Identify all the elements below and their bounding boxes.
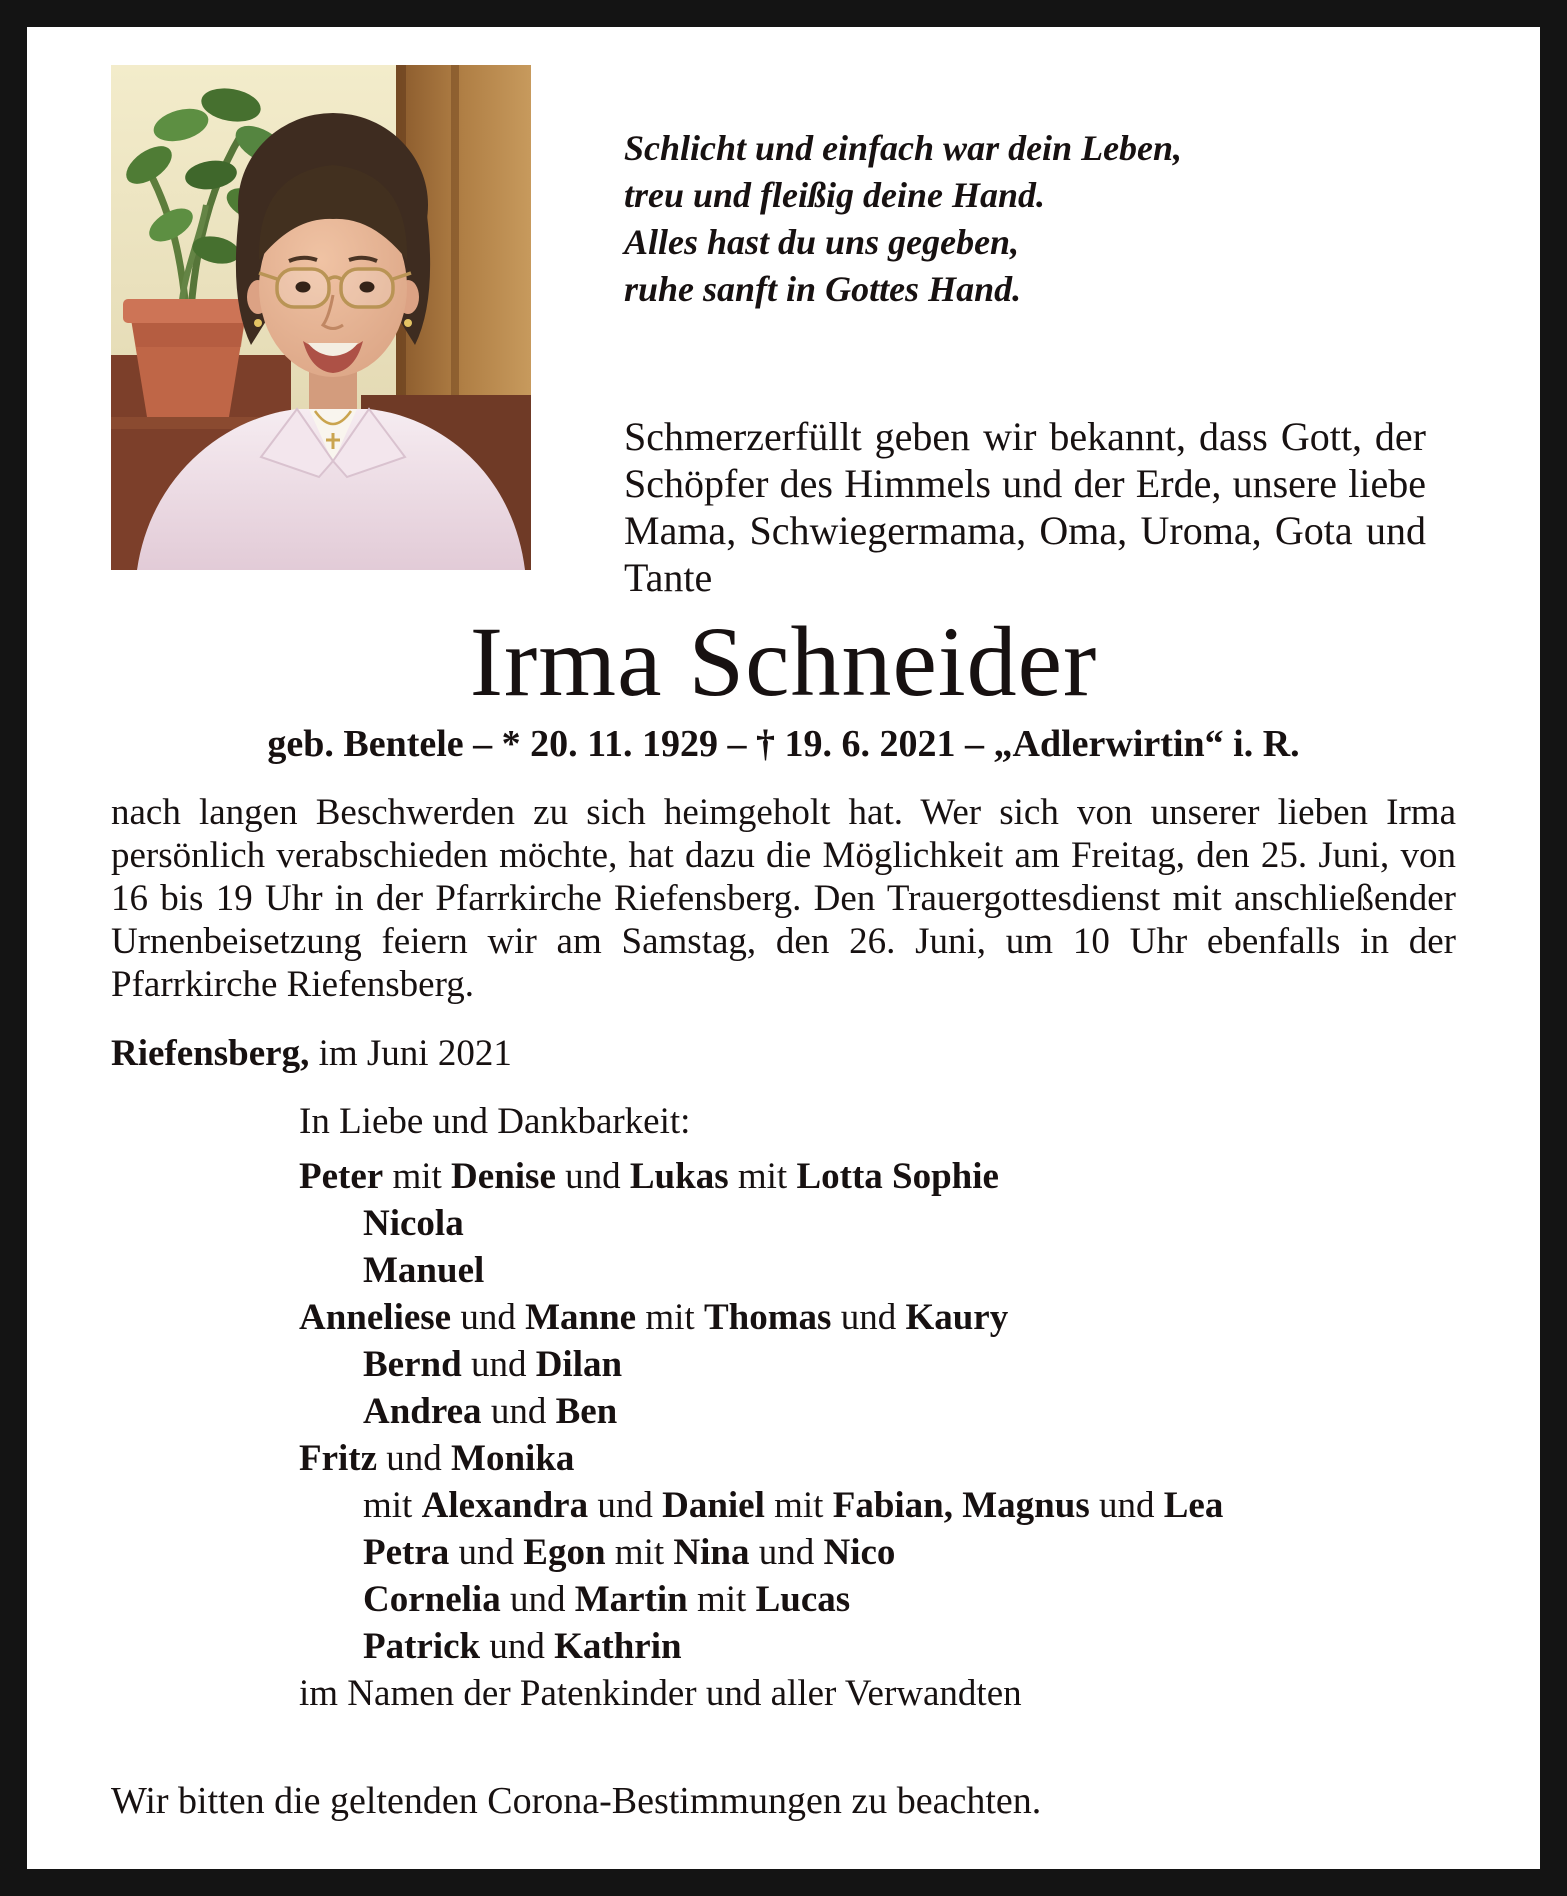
family-member-name: Daniel	[662, 1485, 765, 1526]
funeral-details: nach langen Beschwerden zu sich heimgeholt hat. Wer sich von unserer lieben Irma persönlich verabschieden möchte, hat dazu die Möglichkeit am Freitag, den 25. Juni, von 16 bis 19 Uhr in der Pfarrkirche Riefensberg. Den Trauergottesdienst mit anschließender Urnenbeisetzung feiern wir am Samstag, den 26. Juni, um 10 Uhr ebenfalls in der Pfarrkirche Riefensberg.	[111, 792, 1456, 1005]
family-member-name: Nina	[673, 1532, 750, 1573]
family-line	[299, 1576, 1456, 1623]
poem-line: Alles hast du uns gegeben,	[624, 222, 1020, 262]
family-connector-text: mit	[687, 1579, 756, 1620]
family-heading: In Liebe und Dankbarkeit:	[299, 1101, 691, 1142]
family-connector-text: mit	[383, 1156, 452, 1197]
family-connector-text: und	[480, 1626, 555, 1667]
family-member-name: Manuel	[363, 1250, 485, 1291]
family-line	[299, 1247, 1456, 1294]
announcement-text: Schmerzerfüllt geben wir bekannt, dass Gott, der Schöpfer des Himmels und der Erde, unsere liebe Mama, Schwiegermama, Oma, Uroma, Gota und Tante	[624, 414, 1426, 600]
family-line	[299, 1341, 1456, 1388]
pendant-cross-icon	[326, 439, 340, 442]
family-member-name: Ben	[555, 1391, 618, 1432]
family-member-name: Monika	[451, 1438, 575, 1479]
covid-notice: Wir bitten die geltenden Corona-Bestimmungen zu beachten.	[111, 1780, 1042, 1822]
family-line	[299, 1294, 1456, 1341]
family-connector-text: mit	[363, 1485, 422, 1526]
header-text-column	[531, 65, 1456, 601]
family-member-name: Kaury	[905, 1297, 1009, 1338]
family-closing: im Namen der Patenkinder und aller Verwandten	[299, 1673, 1022, 1714]
family-member-name: Nicola	[363, 1203, 464, 1244]
family-member-name: Egon	[523, 1532, 606, 1573]
family-connector-text: mit	[605, 1532, 674, 1573]
family-connector-text: und	[461, 1344, 536, 1385]
family-connector-text: und	[449, 1532, 524, 1573]
family-member-name: Patrick	[363, 1626, 481, 1667]
family-line	[299, 1623, 1456, 1670]
family-line	[299, 1435, 1456, 1482]
family-section	[299, 1098, 1456, 1717]
life-data: geb. Bentele – * 20. 11. 1929 – † 19. 6. 2021 – „Adlerwirtin“ i. R.	[267, 723, 1300, 765]
dateline-place: Riefensberg,	[111, 1033, 310, 1074]
family-member-name: Manne	[525, 1297, 637, 1338]
family-member-name: Anneliese	[299, 1297, 452, 1338]
family-member-name: Fabian, Magnus	[832, 1485, 1090, 1526]
family-connector-text: und	[377, 1438, 452, 1479]
earring-icon	[404, 319, 412, 327]
family-connector-text: und	[749, 1532, 824, 1573]
poem-line: treu und fleißig deine Hand.	[624, 175, 1046, 215]
family-member-name: Alexandra	[421, 1485, 589, 1526]
family-member-name: Denise	[451, 1156, 556, 1197]
eye	[360, 282, 375, 293]
family-line	[299, 1153, 1456, 1200]
header-section	[111, 65, 1456, 601]
family-connector-text: und	[588, 1485, 663, 1526]
family-member-name: Andrea	[363, 1391, 482, 1432]
family-member-name: Fritz	[299, 1438, 378, 1479]
family-member-name: Lucas	[755, 1579, 851, 1620]
family-connector-text: mit	[764, 1485, 833, 1526]
deceased-name: Irma Schneider	[469, 606, 1098, 717]
memorial-poem	[624, 125, 1456, 313]
family-connector-text: und	[831, 1297, 906, 1338]
family-line	[299, 1388, 1456, 1435]
family-member-name: Thomas	[703, 1297, 832, 1338]
family-member-name: Kathrin	[554, 1626, 682, 1667]
family-connector-text: und	[1089, 1485, 1164, 1526]
family-member-name: Lotta Sophie	[796, 1156, 999, 1197]
family-member-name: Lukas	[629, 1156, 729, 1197]
obituary-page	[27, 27, 1540, 1869]
family-member-name: Peter	[299, 1156, 384, 1197]
family-connector-text: und	[500, 1579, 575, 1620]
family-line	[299, 1200, 1456, 1247]
family-connector-text: und	[555, 1156, 630, 1197]
family-connector-text: mit	[728, 1156, 797, 1197]
family-list	[299, 1153, 1456, 1670]
family-connector-text: und	[481, 1391, 556, 1432]
portrait-illustration	[111, 65, 531, 570]
eye	[296, 282, 311, 293]
family-member-name: Cornelia	[363, 1579, 501, 1620]
dateline-date: im Juni 2021	[309, 1033, 512, 1074]
family-line	[299, 1482, 1456, 1529]
family-connector-text: und	[451, 1297, 526, 1338]
family-member-name: Lea	[1163, 1485, 1224, 1526]
portrait-photo	[111, 65, 531, 570]
family-member-name: Nico	[823, 1532, 896, 1573]
family-member-name: Martin	[574, 1579, 688, 1620]
dateline	[111, 1032, 1456, 1076]
earring-icon	[254, 319, 262, 327]
poem-line: Schlicht und einfach war dein Leben,	[624, 128, 1183, 168]
family-member-name: Petra	[363, 1532, 450, 1573]
family-line	[299, 1529, 1456, 1576]
family-connector-text: mit	[636, 1297, 704, 1338]
family-member-name: Bernd	[363, 1344, 462, 1385]
poem-line: ruhe sanft in Gottes Hand.	[624, 269, 1022, 309]
family-member-name: Dilan	[535, 1344, 623, 1385]
